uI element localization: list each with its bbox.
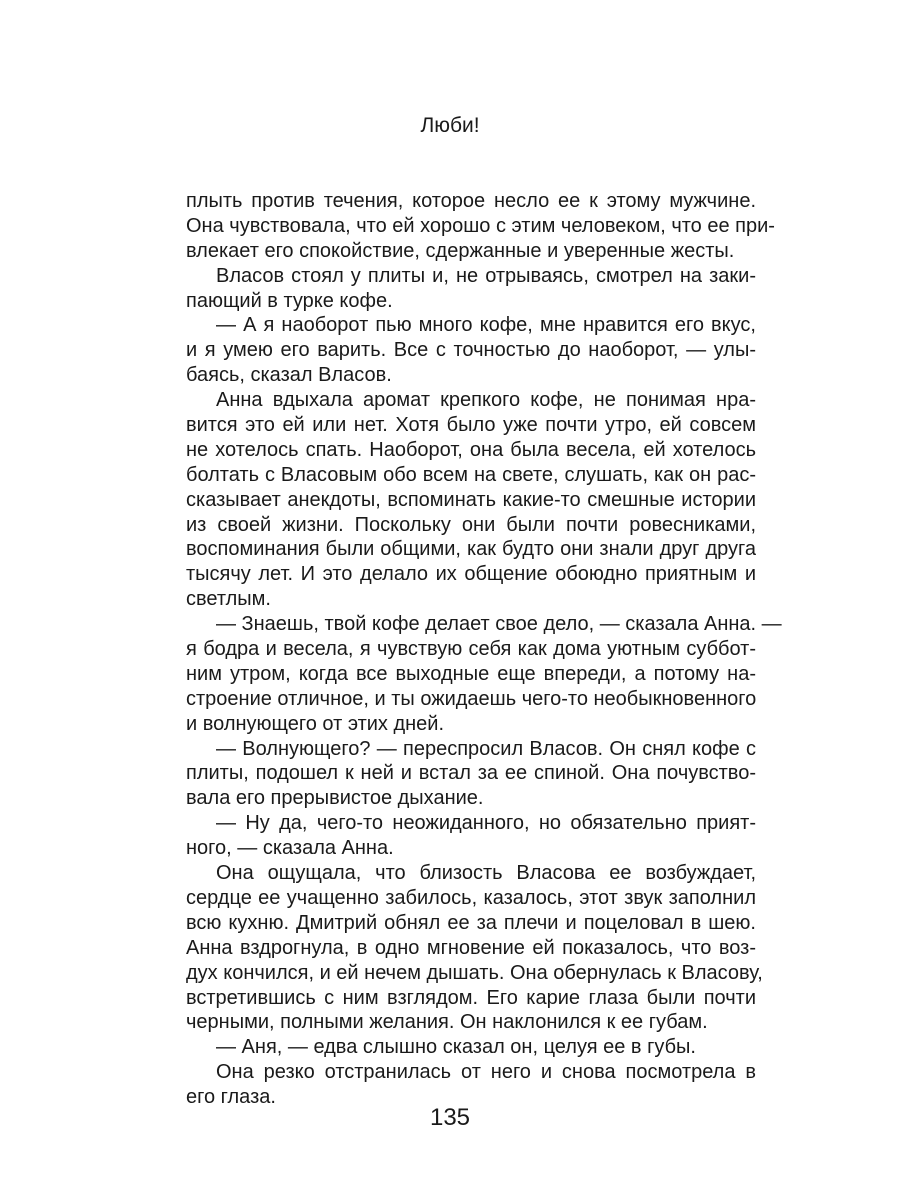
text-line: ного, — сказала Анна. xyxy=(186,837,394,860)
text-line: его глаза. xyxy=(186,1086,276,1109)
page-number: 135 xyxy=(429,1104,471,1131)
text-line: вала его прерывистое дыхание. xyxy=(186,787,484,810)
text-line: светлым. xyxy=(186,588,271,611)
text-line: Анна вдыхала аромат крепкого кофе, не понимая нра- xyxy=(216,389,756,412)
text-line: Она резко отстранилась от него и снова посмотрела в xyxy=(216,1061,756,1084)
text-line: из своей жизни. Поскольку они были почти ровесниками, xyxy=(186,513,756,536)
text-line: ним утром, когда все выходные еще впереди, а потому на- xyxy=(186,662,756,685)
text-line: — Знаешь, твой кофе делает свое дело, — сказала Анна. — xyxy=(216,613,782,636)
text-line: — А я наоборот пью много кофе, мне нравится его вкус, xyxy=(216,314,756,337)
text-line: баясь, сказал Власов. xyxy=(186,364,392,387)
text-line: дух кончился, и ей нечем дышать. Она обернулась к Власову, xyxy=(186,961,763,984)
text-line: всю кухню. Дмитрий обнял ее за плечи и поцеловал в шею. xyxy=(186,911,756,934)
text-line: и волнующего от этих дней. xyxy=(186,712,445,735)
text-line: черными, полными желания. Он наклонился к ее губам. xyxy=(186,1011,708,1034)
text-line: сердце ее учащенно забилось, казалось, этот звук заполнил xyxy=(186,886,756,909)
text-line: болтать с Власовым обо всем на свете, слушать, как он рас- xyxy=(186,463,756,486)
text-line: пающий в турке кофе. xyxy=(186,289,393,312)
text-line: — Аня, — едва слышно сказал он, целуя ее в губы. xyxy=(216,1036,696,1059)
body-text xyxy=(186,189,782,1110)
text-line: тысячу лет. И это делало их общение обоюдно приятным и xyxy=(186,563,756,586)
text-line: плиты, подошел к ней и встал за ее спиной. Она почувство- xyxy=(186,762,756,785)
text-line: Анна вздрогнула, в одно мгновение ей показалось, что воз- xyxy=(186,936,756,959)
text-line: плыть против течения, которое несло ее к этому мужчине. xyxy=(186,190,756,212)
running-head: Люби! xyxy=(420,114,480,137)
text-line: — Волнующего? — переспросил Власов. Он снял кофе с xyxy=(216,737,756,760)
text-line: не хотелось спать. Наоборот, она была весела, ей хотелось xyxy=(186,438,756,461)
text-line: Власов стоял у плиты и, не отрываясь, смотрел на заки- xyxy=(216,264,756,287)
text-line: строение отличное, и ты ожидаешь чего-то необыкновенного xyxy=(186,687,757,710)
text-line: я бодра и весела, я чувствую себя как дома уютным суббот- xyxy=(186,638,756,661)
text-line: — Ну да, чего-то неожиданного, но обязательно прият- xyxy=(216,812,756,835)
text-line: Она чувствовала, что ей хорошо с этим человеком, что ее при- xyxy=(186,214,775,237)
text-line: встретившись с ним взглядом. Его карие глаза были почти xyxy=(186,986,756,1009)
text-line: влекает его спокойствие, сдержанные и уверенные жесты. xyxy=(186,239,735,262)
text-line: и я умею его варить. Все с точностью до наоборот, — улы- xyxy=(186,339,756,362)
text-line: вится это ей или нет. Хотя было уже почти утро, ей совсем xyxy=(186,414,756,437)
text-line: Она ощущала, что близость Власова ее возбуждает, xyxy=(216,862,756,885)
text-line: сказывает анекдоты, вспоминать какие-то смешные истории xyxy=(186,488,756,511)
text-line: воспоминания были общими, как будто они знали друг друга xyxy=(186,538,756,561)
